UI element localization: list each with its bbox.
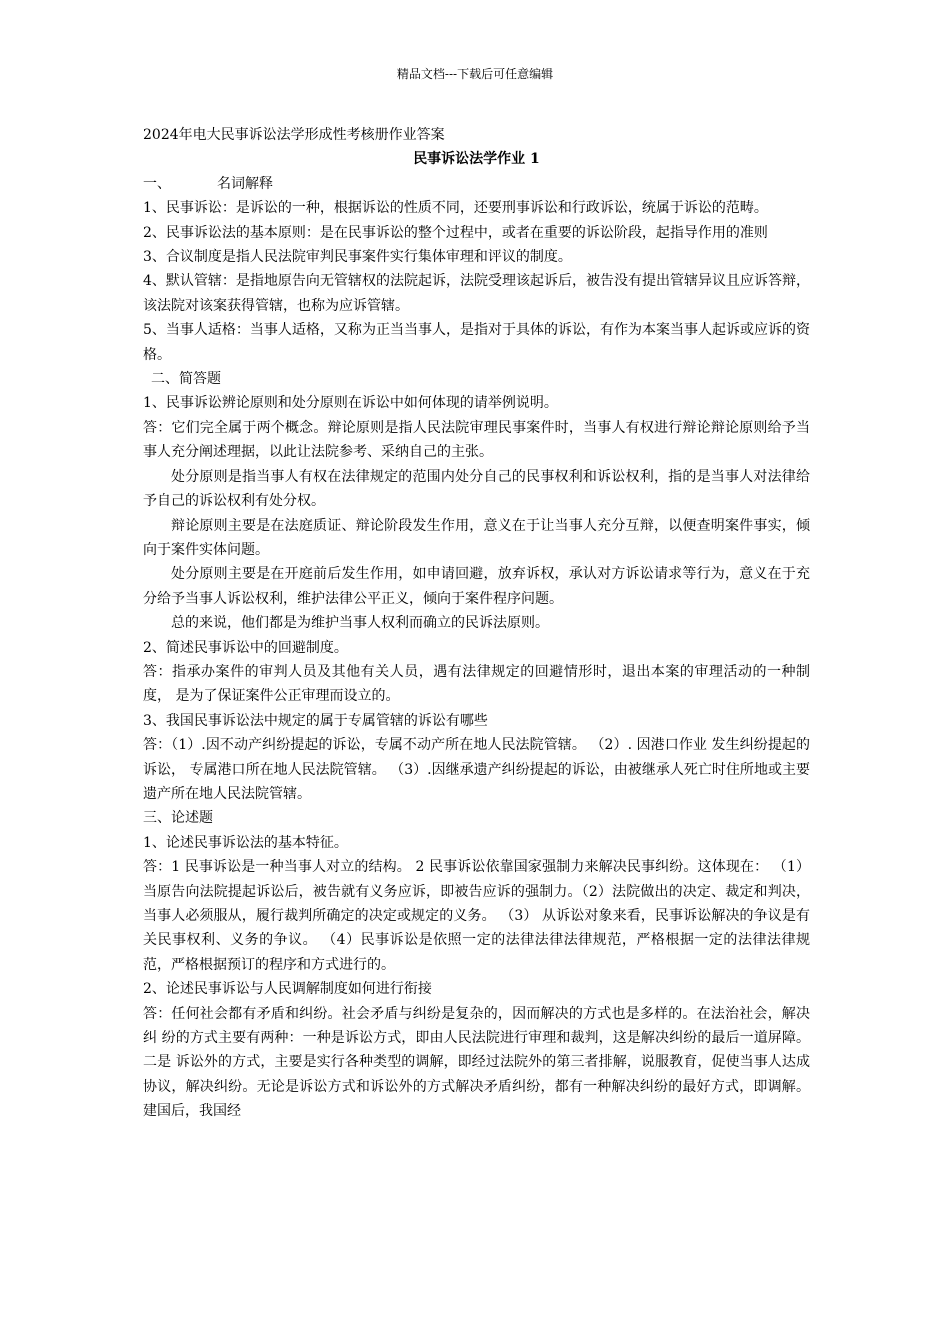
part1-title: 名词解释 xyxy=(217,175,273,192)
document-title: 2024年电大民事诉讼法学形成性考核册作业答案 xyxy=(143,127,445,143)
answer: 答：（1）.因不动产纠纷提起的诉讼，专属不动产所在地人民法院管辖。 （2）. 因港口作业 发生纠纷提起的诉讼， 专属港口所在地人民法院管辖。 （3）.因继承遗产纠纷提起的诉讼，由被继承人死亡时住所地或主要遗产所在地人民法院管辖。 xyxy=(143,737,810,802)
answer-paragraph: 总的来说，他们都是为维护当事人权利而确立的民诉法原则。 xyxy=(171,615,549,632)
section-title: 民事诉讼法学作业 1 xyxy=(413,151,540,168)
answer: 答：任何社会都有矛盾和纠纷。社会矛盾与纠纷是复杂的，因而解决的方式也是多样的。在法治社会，解决纠 纷的方式主要有两种：一种是诉讼方式，即由人民法院进行审理和裁判，这是解决纠纷的最后一道屏障。二是 诉讼外的方式，主要是实行各种类型的调解，即经过法院外的第三者排解，说服教育，促使当事人达成协议，解决纠纷。无论是诉讼方式和诉讼外的方式解决矛盾纠纷，都有一种解决纠纷的最好方式，即调解。建国后，我国经 xyxy=(143,1005,810,1120)
answer-paragraph: 辩论原则主要是在法庭质证、辩论阶段发生作用，意义在于让当事人充分互辩，以便查明案件事实，倾向于案件实体问题。 xyxy=(143,517,810,558)
document-body xyxy=(143,123,810,1124)
part3-heading: 三、论述题 xyxy=(143,810,213,827)
answer: 答：指承办案件的审判人员及其他有关人员，遇有法律规定的回避情形时，退出本案的审理活动的一种制度， 是为了保证案件公正审理而设立的。 xyxy=(143,663,810,705)
page-header: 精品文档---下载后可任意编辑 xyxy=(396,67,554,81)
definition-item: 2、民事诉讼法的基本原则：是在民事诉讼的整个过程中，或者在重要的诉讼阶段，起指导作用的准则 xyxy=(143,224,768,241)
part1-number: 一、 xyxy=(143,175,171,192)
question: 1、论述民事诉讼法的基本特征。 xyxy=(143,834,348,851)
definition-item: 3、合议制度是指人民法院审判民事案件实行集体审理和评议的制度。 xyxy=(143,249,572,266)
answer: 答：它们完全属于两个概念。辩论原则是指人民法院审理民事案件时，当事人有权进行辩论辩论原则给予当事人充分阐述理据，以此让法院参考、采纳自己的主张。 xyxy=(143,419,810,461)
definition-item: 4、默认管辖：是指地原告向无管辖权的法院起诉，法院受理该起诉后，被告没有提出管辖异议且应诉答辩，该法院对该案获得管辖，也称为应诉管辖。 xyxy=(143,273,810,314)
question: 2、简述民事诉讼中的回避制度。 xyxy=(143,639,348,656)
part2-heading: 二、简答题 xyxy=(151,371,221,388)
answer-paragraph: 处分原则是指当事人有权在法律规定的范围内处分自己的民事权利和诉讼权利，指的是当事人对法律给予自己的诉讼权利有处分权。 xyxy=(143,468,810,510)
question: 3、我国民事诉讼法中规定的属于专属管辖的诉讼有哪些 xyxy=(143,712,488,729)
definition-item: 1、民事诉讼：是诉讼的一种，根据诉讼的性质不同，还要刑事诉讼和行政诉讼，统属于诉讼的范畴。 xyxy=(143,200,768,217)
definition-item: 5、当事人适格：当事人适格，又称为正当当事人，是指对于具体的诉讼，有作为本案当事人起诉或应诉的资格。 xyxy=(143,322,810,363)
question: 1、民事诉讼辨论原则和处分原则在诉讼中如何体现的请举例说明。 xyxy=(143,395,558,412)
answer: 答：1 民事诉讼是一种当事人对立的结构。 2 民事诉讼依靠国家强制力来解决民事纠纷。这体现在： （1）当原告向法院提起诉讼后，被告就有义务应诉，即被告应诉的强制力。（2）法院做出的决定、裁定和判决，当事人必须服从，履行裁判所确定的决定或规定的义务。 （3） 从诉讼对象来看，民事诉讼解决的争议是有关民事权利、义务的争议。 （4）民事诉讼是依照一定的法律法律法律规范，严格根据一定的法律法律规范，严格根据预订的程序和方式进行的。 xyxy=(143,859,810,973)
question: 2、论述民事诉讼与人民调解制度如何进行衔接 xyxy=(143,981,432,998)
part1-heading xyxy=(143,172,810,196)
answer-paragraph: 处分原则主要是在开庭前后发生作用，如申请回避，放弃诉权，承认对方诉讼请求等行为，意义在于充分给予当事人诉讼权利，维护法律公平正义，倾向于案件程序问题。 xyxy=(143,566,810,607)
